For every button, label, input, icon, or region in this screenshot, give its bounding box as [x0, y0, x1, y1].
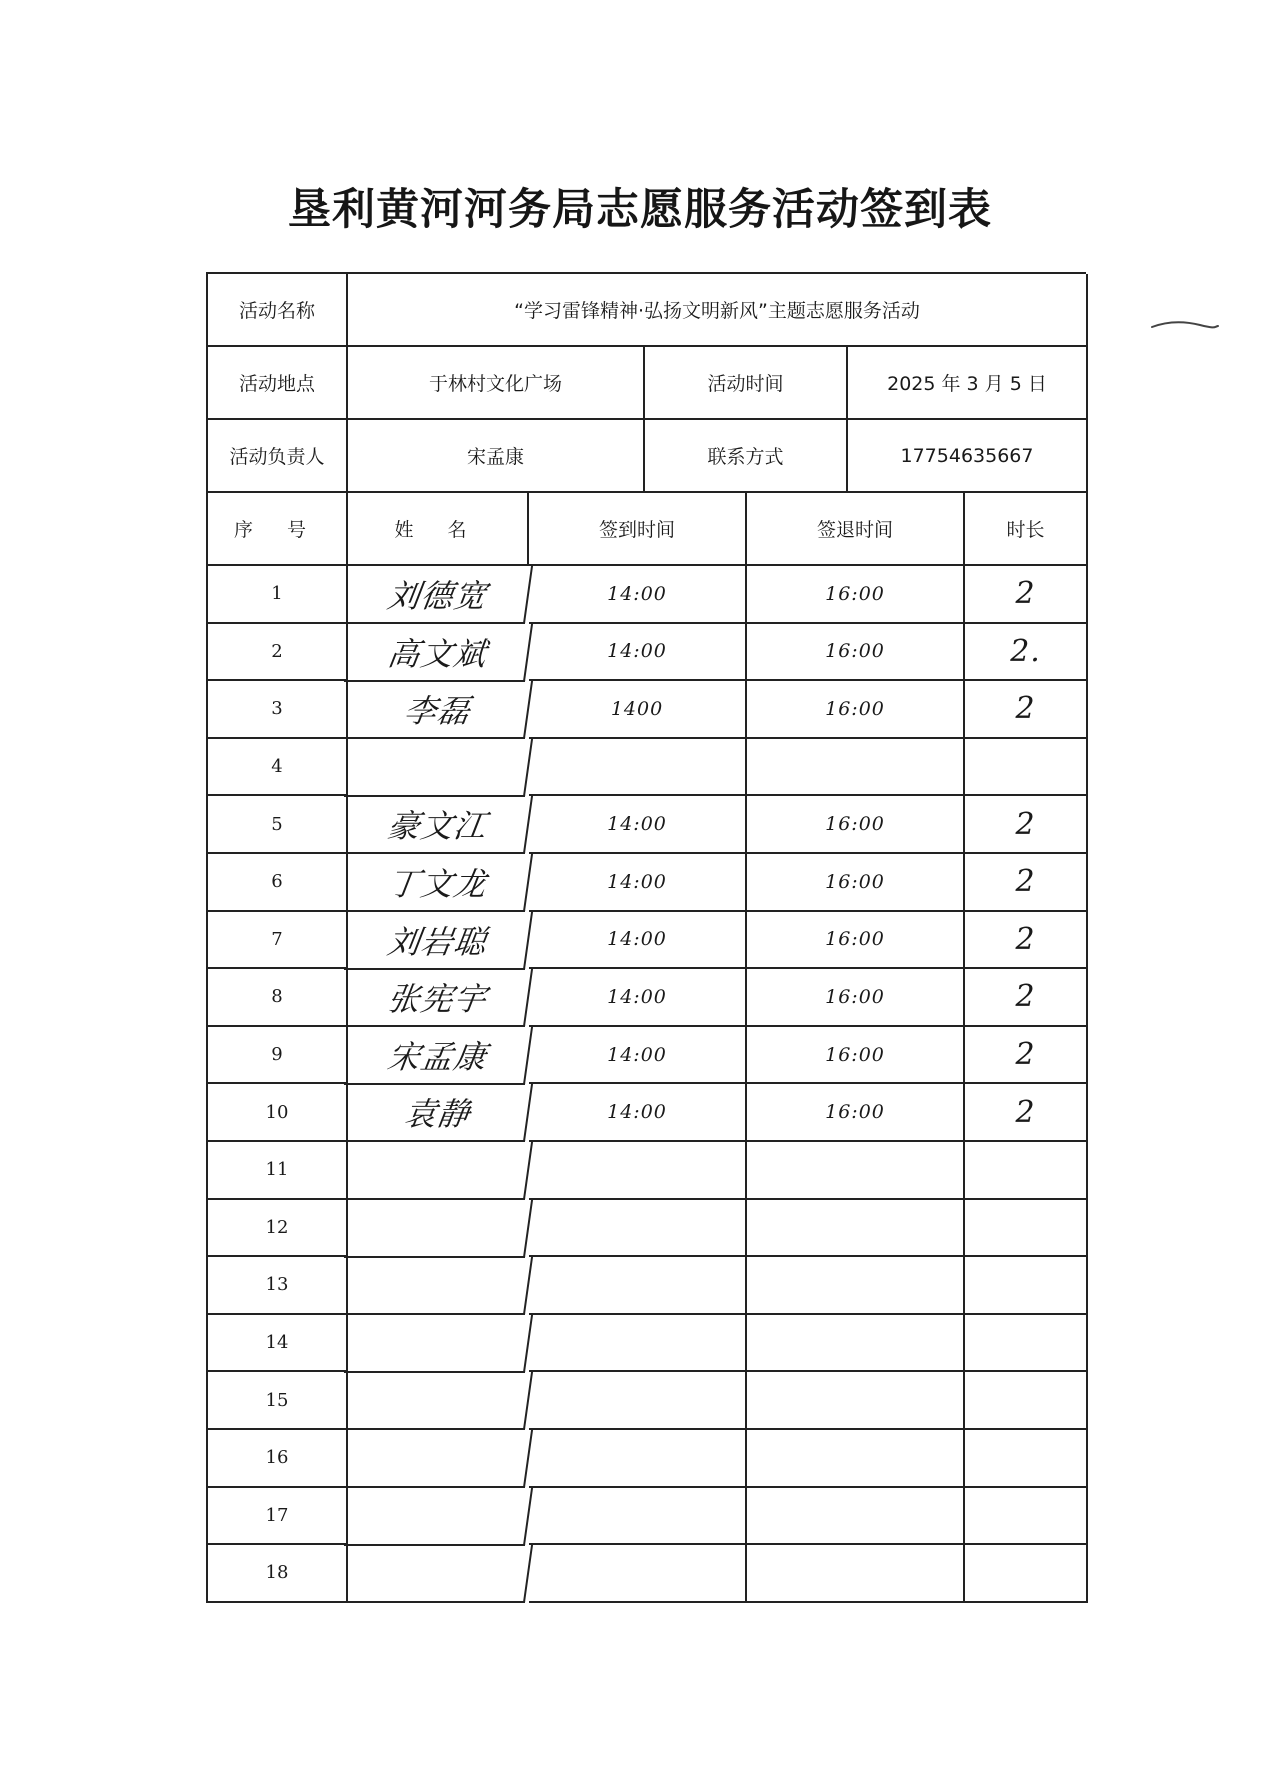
signature-name — [344, 1372, 533, 1430]
row-number: 2 — [208, 624, 348, 682]
column-header-sign-in: 签到时间 — [529, 493, 747, 566]
sign-in-time: 14:00 — [529, 1084, 747, 1142]
row-number: 18 — [208, 1545, 348, 1603]
signature-name: 袁静 — [344, 1084, 533, 1142]
time-value: 2025 年 3 月 5 日 — [848, 347, 1088, 420]
page-title: 垦利黄河河务局志愿服务活动签到表 — [288, 185, 992, 235]
row-number: 5 — [208, 796, 348, 854]
column-header-name: 姓 名 — [348, 493, 529, 566]
duration-value — [965, 1257, 1088, 1315]
signature-name — [344, 1315, 533, 1373]
signature-name: 豪文江 — [344, 796, 533, 854]
duration-value: 2 — [965, 681, 1088, 739]
sign-out-time — [747, 739, 965, 797]
sign-out-time: 16:00 — [747, 1084, 965, 1142]
sign-out-time — [747, 1372, 965, 1430]
activity-name-value: “学习雷锋精神·弘扬文明新风”主题志愿服务活动 — [348, 274, 1088, 347]
sign-out-time — [747, 1430, 965, 1488]
row-number: 14 — [208, 1315, 348, 1373]
row-number: 9 — [208, 1027, 348, 1085]
duration-value — [965, 1488, 1088, 1546]
signature-name — [344, 1200, 533, 1258]
row-number: 3 — [208, 681, 348, 739]
sign-out-time: 16:00 — [747, 912, 965, 970]
duration-value — [965, 1142, 1088, 1200]
sign-in-time — [529, 1200, 747, 1258]
row-number: 17 — [208, 1488, 348, 1546]
duration-value — [965, 1372, 1088, 1430]
signature-name: 宋孟康 — [344, 1027, 533, 1085]
sign-in-time — [529, 1142, 747, 1200]
sign-in-time — [529, 1488, 747, 1546]
duration-value: 2 — [965, 969, 1088, 1027]
row-number: 10 — [208, 1084, 348, 1142]
leader-value: 宋孟康 — [348, 420, 645, 493]
signature-name: 李磊 — [344, 681, 533, 739]
sign-out-time: 16:00 — [747, 1027, 965, 1085]
row-number: 8 — [208, 969, 348, 1027]
duration-value — [965, 1315, 1088, 1373]
sign-in-time: 14:00 — [529, 912, 747, 970]
sign-out-time: 16:00 — [747, 969, 965, 1027]
duration-value: 2. — [965, 624, 1088, 682]
sign-out-time: 16:00 — [747, 854, 965, 912]
activity-name-label: 活动名称 — [208, 274, 348, 347]
row-number: 4 — [208, 739, 348, 797]
signature-name: 刘岩聪 — [344, 912, 533, 970]
sign-out-time — [747, 1315, 965, 1373]
sign-out-time — [747, 1257, 965, 1315]
duration-value: 2 — [965, 1027, 1088, 1085]
sign-out-time: 16:00 — [747, 681, 965, 739]
row-number: 15 — [208, 1372, 348, 1430]
pen-stroke-mark — [1150, 318, 1220, 332]
row-number: 7 — [208, 912, 348, 970]
sign-out-time — [747, 1142, 965, 1200]
column-header-duration: 时长 — [965, 493, 1088, 566]
sign-in-sheet — [206, 272, 1086, 1603]
row-number: 16 — [208, 1430, 348, 1488]
signature-name — [344, 739, 533, 797]
signature-name: 丁文龙 — [344, 854, 533, 912]
row-number: 13 — [208, 1257, 348, 1315]
signature-name — [344, 1142, 533, 1200]
signature-name — [344, 1488, 533, 1546]
sign-in-time — [529, 1315, 747, 1373]
signature-name — [344, 1257, 533, 1315]
sign-in-time: 14:00 — [529, 624, 747, 682]
duration-value: 2 — [965, 566, 1088, 624]
row-number: 6 — [208, 854, 348, 912]
sign-in-time — [529, 1545, 747, 1603]
leader-label: 活动负责人 — [208, 420, 348, 493]
sign-in-time — [529, 739, 747, 797]
time-label: 活动时间 — [645, 347, 848, 420]
duration-value: 2 — [965, 796, 1088, 854]
duration-value: 2 — [965, 854, 1088, 912]
contact-label: 联系方式 — [645, 420, 848, 493]
row-number: 12 — [208, 1200, 348, 1258]
sign-out-time — [747, 1488, 965, 1546]
sign-in-time — [529, 1257, 747, 1315]
duration-value: 2 — [965, 1084, 1088, 1142]
attendance-table — [206, 493, 1086, 1603]
contact-value: 17754635667 — [848, 420, 1088, 493]
sign-in-time: 14:00 — [529, 854, 747, 912]
duration-value — [965, 1200, 1088, 1258]
column-header-number: 序 号 — [208, 493, 348, 566]
duration-value — [965, 1430, 1088, 1488]
signature-name — [344, 1430, 533, 1488]
row-number: 1 — [208, 566, 348, 624]
sign-out-time — [747, 1545, 965, 1603]
sign-in-time: 14:00 — [529, 1027, 747, 1085]
sign-in-time: 14:00 — [529, 566, 747, 624]
duration-value — [965, 1545, 1088, 1603]
location-value: 于林村文化广场 — [348, 347, 645, 420]
sign-in-time — [529, 1372, 747, 1430]
duration-value — [965, 739, 1088, 797]
column-header-sign-out: 签退时间 — [747, 493, 965, 566]
sign-out-time — [747, 1200, 965, 1258]
signature-name: 高文斌 — [344, 624, 533, 682]
sign-out-time: 16:00 — [747, 566, 965, 624]
activity-info-table — [206, 272, 1086, 493]
sign-in-time — [529, 1430, 747, 1488]
signature-name: 张宪宇 — [344, 969, 533, 1027]
signature-name — [344, 1545, 533, 1603]
sign-in-time: 1400 — [529, 681, 747, 739]
row-number: 11 — [208, 1142, 348, 1200]
sign-in-time: 14:00 — [529, 796, 747, 854]
sign-in-time: 14:00 — [529, 969, 747, 1027]
signature-name: 刘德宽 — [344, 566, 533, 624]
sign-out-time: 16:00 — [747, 624, 965, 682]
duration-value: 2 — [965, 912, 1088, 970]
sign-out-time: 16:00 — [747, 796, 965, 854]
location-label: 活动地点 — [208, 347, 348, 420]
